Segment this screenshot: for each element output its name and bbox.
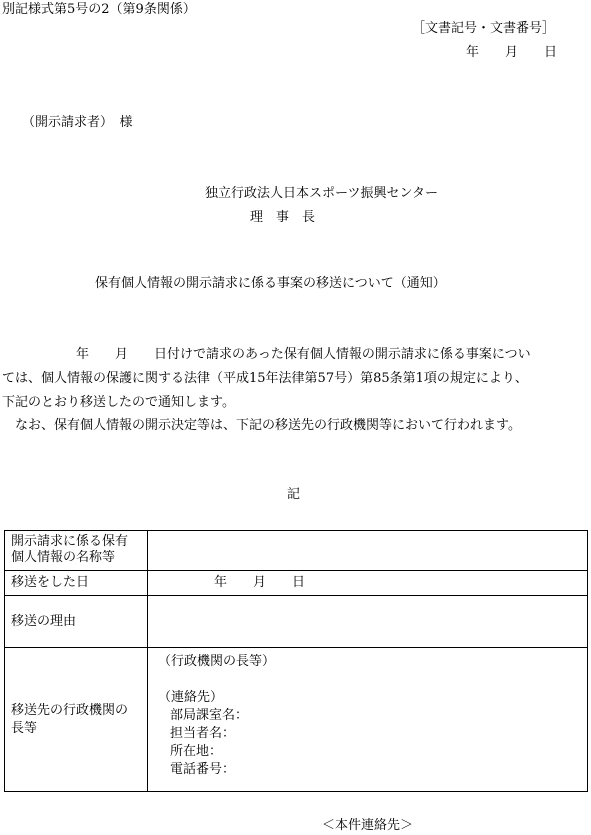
contact-phone: 電話番号： <box>170 762 236 777</box>
contact-person: 担当者名： <box>170 726 236 741</box>
row4-label-line-1: 移送先の行政機関の <box>11 702 129 718</box>
table-row-transfer-reason <box>5 596 588 648</box>
body-line-2: ては、個人情報の保護に関する法律（平成15年法律第57号）第85条第1項の規定により、 <box>2 371 528 386</box>
body-line-3: 下記のとおり移送したので通知します。 <box>2 395 235 410</box>
body-line-4: なお、保有個人情報の開示決定等は、下記の移送先の行政機関等において行われます。 <box>15 418 521 433</box>
contact-label: （連絡先） <box>158 690 224 705</box>
ki-marker: 記 <box>287 487 301 502</box>
row4-label-line-2: 長等 <box>11 720 38 736</box>
table-row-destination <box>5 648 588 792</box>
recipient-name: （開示請求者） 様 <box>22 115 133 130</box>
row3-label: 移送の理由 <box>11 613 77 629</box>
transfer-date-value: 年 月 日 <box>214 575 306 590</box>
destination-head-label: （行政機関の長等） <box>158 654 276 669</box>
row2-label: 移送をした日 <box>11 575 90 590</box>
document-reference: ［文書記号・文書番号］ <box>412 21 556 36</box>
label-cell <box>5 596 148 648</box>
sender-title: 理 事 長 <box>250 210 316 225</box>
form-number: 別記様式第5号の2（第9条関係） <box>2 2 196 17</box>
row1-label-line-1: 開示請求に係る保有 <box>11 534 129 549</box>
label-cell <box>5 648 148 792</box>
table-row-information-name <box>5 531 588 571</box>
contact-footer: ＜本件連絡先＞ <box>322 818 414 833</box>
transfer-reason-field[interactable] <box>148 596 588 648</box>
destination-field[interactable] <box>148 648 588 792</box>
subject-title: 保有個人情報の開示請求に係る事案の移送について（通知） <box>95 276 446 291</box>
table-row-transfer-date <box>5 571 588 596</box>
label-cell <box>5 531 148 571</box>
transfer-date-field[interactable] <box>148 571 588 596</box>
sender-organization: 独立行政法人日本スポーツ振興センター <box>205 186 438 201</box>
label-cell <box>5 571 148 596</box>
contact-department: 部局課室名： <box>170 708 249 723</box>
information-name-field[interactable] <box>148 531 588 571</box>
transfer-details-table <box>4 530 588 792</box>
row1-label-line-2: 個人情報の名称等 <box>11 550 116 565</box>
contact-address: 所在地： <box>170 744 223 759</box>
document-date: 年 月 日 <box>466 45 558 60</box>
body-line-1: 年 月 日付けで請求のあった保有個人情報の開示請求に係る事案につい <box>76 347 531 362</box>
